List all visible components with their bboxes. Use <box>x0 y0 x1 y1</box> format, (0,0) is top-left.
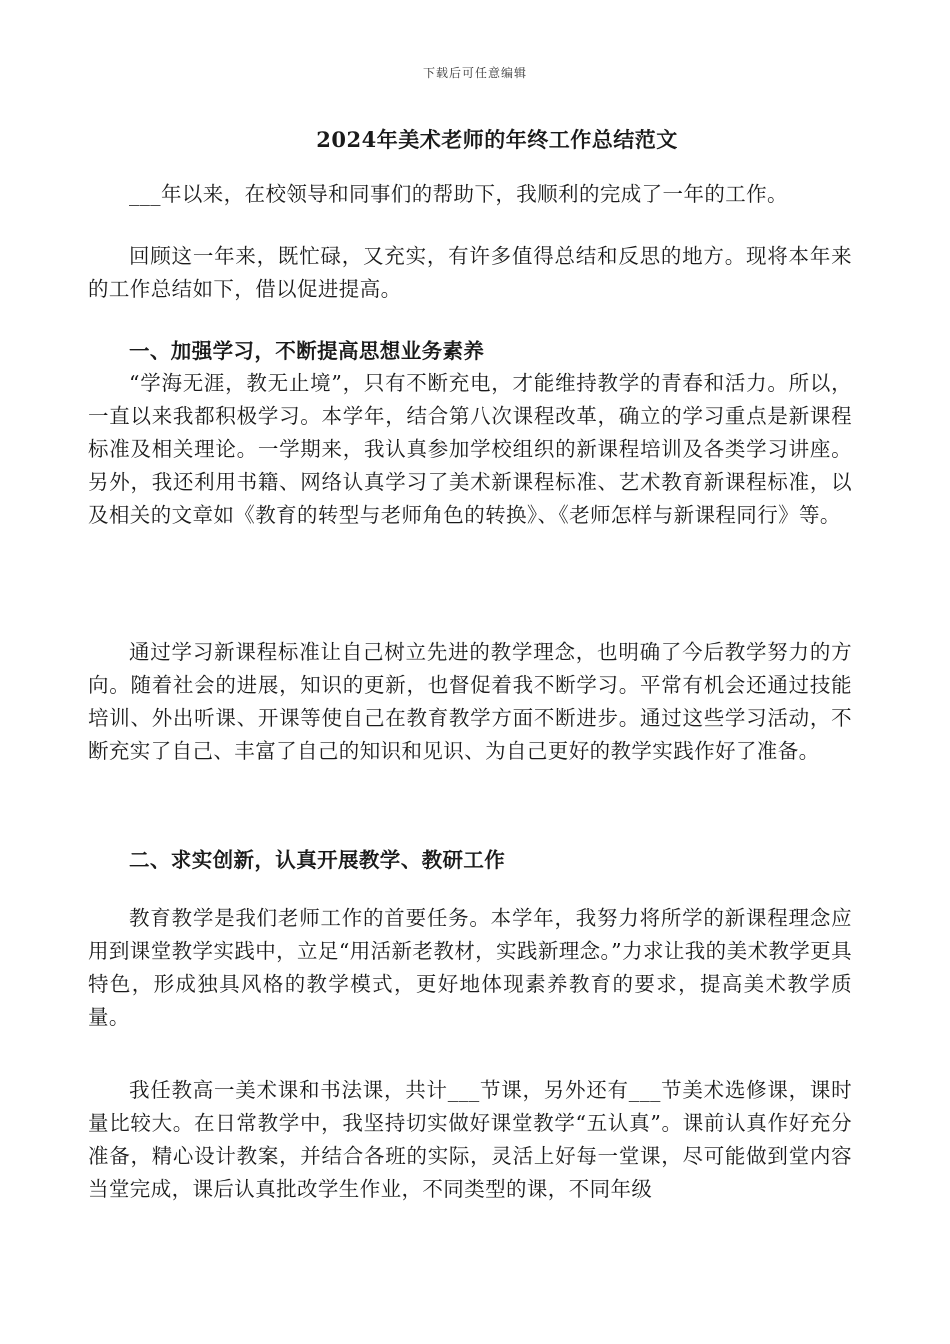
paragraph <box>88 636 852 768</box>
paragraph <box>88 367 852 532</box>
paragraph <box>88 1074 852 1206</box>
paragraph <box>88 178 852 211</box>
paragraph-text: “学海无涯，教无止境”，只有不断充电，才能维持教学的青春和活力。所以，一直以来我都积极学习。本学年，结合第八次课程改革，确立的学习重点是新课程标准及相关理论。一学期来，我认真参加学校组织的新课程培训及各类学习讲座。另外，我还利用书籍、网络认真学习了美术新课程标准、艺术教育新课程标准，以及相关的文章如《教育的转型与老师角色的转换》、《老师怎样与新课程同行》等。 <box>88 371 852 527</box>
paragraph-text: 回顾这一年来，既忙碌，又充实，有许多值得总结和反思的地方。现将本年来的工作总结如下，借以促进提高。 <box>88 244 852 301</box>
paragraph-text: 教育教学是我们老师工作的首要任务。本学年，我努力将所学的新课程理念应用到课堂教学实践中，立足“用活新老教材，实践新理念。”力求让我的美术教学更具特色，形成独具风格的教学模式，更好地体现素养教育的要求，提高美术教学质量。 <box>88 906 852 1029</box>
section-heading-text: 一、加强学习，不断提高思想业务素养 <box>129 339 485 363</box>
header-note: 下载后可任意编辑 <box>422 66 527 80</box>
paragraph-text: 通过学习新课程标准让自己树立先进的教学理念，也明确了今后教学努力的方向。随着社会的进展，知识的更新，也督促着我不断学习。平常有机会还通过技能培训、外出听课、开课等使自己在教育教学方面不断进步。通过这些学习活动，不断充实了自己、丰富了自己的知识和见识、为自己更好的教学实践作好了准备。 <box>88 640 852 763</box>
section-heading-text: 二、求实创新，认真开展教学、教研工作 <box>129 848 506 872</box>
paragraph-text: 我任教高一美术课和书法课，共计___节课，另外还有___节美术选修课，课时量比较大。在日常教学中，我坚持切实做好课堂教学“五认真”。课前认真作好充分准备，精心设计教案，并结合各班的实际，灵活上好每一堂课，尽可能做到堂内容当堂完成，课后认真批改学生作业，不同类型的课，不同年级 <box>88 1078 852 1201</box>
document-title: 2024年美术老师的年终工作总结范文 <box>316 127 678 152</box>
section-heading <box>88 844 852 877</box>
paragraph-text: ___年以来，在校领导和同事们的帮助下，我顺利的完成了一年的工作。 <box>129 182 788 206</box>
paragraph <box>88 902 852 1034</box>
paragraph <box>88 240 852 306</box>
section-heading <box>88 335 852 368</box>
